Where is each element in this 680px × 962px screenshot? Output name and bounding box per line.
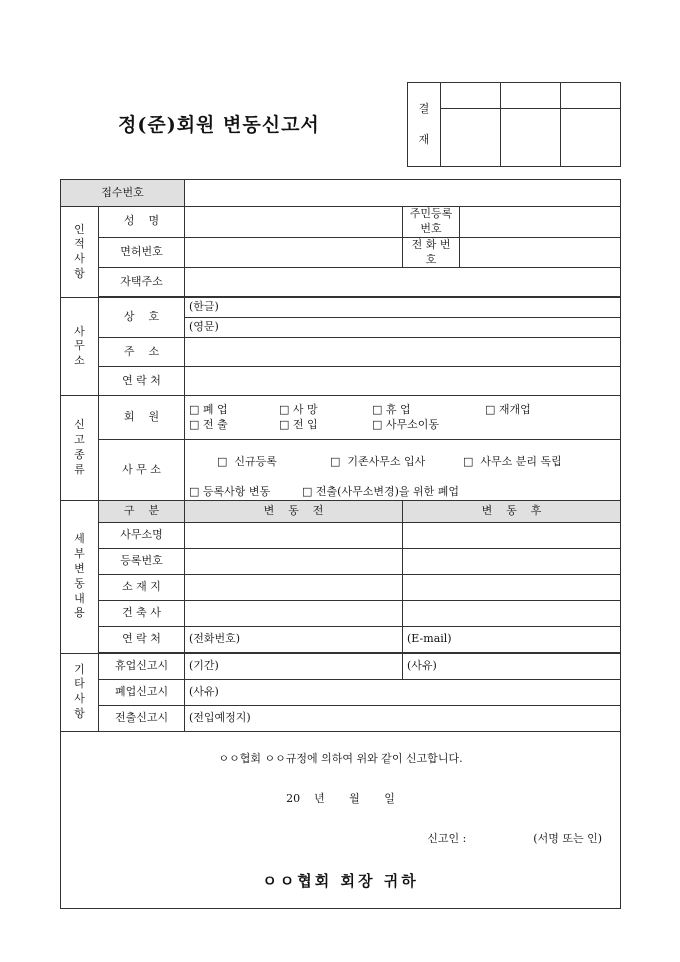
suspension-reason-field[interactable]: (사유) bbox=[403, 653, 621, 679]
closure-reason-field[interactable]: (사유) bbox=[185, 679, 621, 705]
declaration-statement: ㅇㅇ협회 ㅇㅇ규정에 의하여 위와 같이 신고합니다. bbox=[218, 751, 463, 765]
license-label: 면허번호 bbox=[99, 237, 185, 268]
before-change-field[interactable] bbox=[185, 574, 403, 600]
before-change-field[interactable] bbox=[185, 522, 403, 548]
office-group-label bbox=[61, 298, 99, 396]
group-char: 내 bbox=[74, 591, 85, 605]
home-address-label: 자택주소 bbox=[99, 268, 185, 297]
report-type-group-label bbox=[61, 396, 99, 500]
trade-name-korean[interactable]: (한글) bbox=[185, 298, 621, 318]
transfer-out-checkbox[interactable]: □ 전 출 bbox=[189, 417, 228, 431]
approval-sign-cell[interactable] bbox=[441, 109, 501, 167]
before-change-header: 변 동 전 bbox=[185, 500, 403, 522]
other-group-label bbox=[61, 653, 99, 731]
office-type-options bbox=[185, 440, 621, 500]
approval-label-top: 결 bbox=[418, 101, 430, 115]
name-label: 성 명 bbox=[99, 207, 185, 238]
member-type-options bbox=[185, 396, 621, 440]
after-change-header: 변 동 후 bbox=[403, 500, 621, 522]
reception-label: 접수번호 bbox=[61, 180, 185, 207]
office-contact-label: 연 락 처 bbox=[99, 367, 185, 396]
trade-name-label: 상 호 bbox=[99, 298, 185, 338]
reception-field[interactable] bbox=[185, 180, 621, 207]
change-contact-label: 연 락 처 bbox=[99, 626, 185, 652]
transfer-destination-field[interactable]: (전입예정지) bbox=[185, 705, 621, 731]
suspension-checkbox[interactable]: □ 휴 업 bbox=[372, 403, 411, 417]
trade-name-english[interactable]: (영문) bbox=[185, 318, 621, 338]
suspension-period-field[interactable]: (기간) bbox=[185, 653, 403, 679]
group-char: 항 bbox=[74, 707, 85, 721]
group-char: 타 bbox=[74, 677, 85, 691]
group-char: 사 bbox=[74, 324, 85, 338]
change-row-label: 사무소명 bbox=[99, 522, 185, 548]
approval-label bbox=[408, 83, 441, 167]
join-existing-office-checkbox[interactable]: □ 기존사무소 입사 bbox=[330, 455, 426, 469]
signature-field[interactable]: (서명 또는 인) bbox=[533, 831, 603, 845]
closure-checkbox[interactable]: □ 폐 업 bbox=[189, 403, 228, 417]
office-contact-field[interactable] bbox=[185, 367, 621, 396]
group-char: 항 bbox=[74, 267, 85, 281]
change-row-label: 소 재 지 bbox=[99, 574, 185, 600]
approval-header-cell bbox=[501, 83, 561, 109]
approval-header-cell bbox=[441, 83, 501, 109]
group-char: 종 bbox=[74, 448, 85, 462]
before-change-field[interactable] bbox=[185, 600, 403, 626]
change-details-group-label bbox=[61, 500, 99, 653]
office-type-label: 사 무 소 bbox=[99, 440, 185, 500]
group-char: 고 bbox=[74, 433, 85, 447]
name-field[interactable] bbox=[185, 207, 403, 238]
after-change-field[interactable] bbox=[403, 522, 621, 548]
approval-box bbox=[407, 82, 621, 167]
office-address-label: 주 소 bbox=[99, 338, 185, 367]
group-char: 소 bbox=[74, 354, 85, 368]
report-date[interactable]: 20 년 월 일 bbox=[286, 791, 395, 805]
form-title: 정(준)회원 변동신고서 bbox=[118, 114, 320, 136]
contact-phone-field[interactable]: (전화번호) bbox=[185, 626, 403, 652]
home-address-field[interactable] bbox=[185, 268, 621, 297]
office-move-checkbox[interactable]: □ 사무소이동 bbox=[372, 417, 440, 431]
contact-email-field[interactable]: (E-mail) bbox=[403, 626, 621, 652]
reopening-checkbox[interactable]: □ 재개업 bbox=[485, 403, 531, 417]
approval-sign-cell[interactable] bbox=[501, 109, 561, 167]
approval-header-cell bbox=[561, 83, 621, 109]
group-char: 류 bbox=[74, 462, 85, 476]
group-char: 용 bbox=[74, 606, 85, 620]
group-char: 사 bbox=[74, 252, 85, 266]
approval-label-bottom: 재 bbox=[418, 132, 430, 146]
group-char: 인 bbox=[74, 222, 85, 236]
new-registration-checkbox[interactable]: □ 신규등록 bbox=[217, 455, 277, 469]
phone-field[interactable] bbox=[460, 237, 621, 268]
before-change-field[interactable] bbox=[185, 548, 403, 574]
office-split-checkbox[interactable]: □ 사무소 분리 독립 bbox=[463, 455, 562, 469]
registration-change-checkbox[interactable]: □ 등록사항 변동 bbox=[189, 484, 271, 498]
rrn-field[interactable] bbox=[460, 207, 621, 238]
group-char: 동 bbox=[74, 576, 85, 590]
license-field[interactable] bbox=[185, 237, 403, 268]
reporter-label: 신고인 : bbox=[427, 831, 467, 845]
group-char: 기 bbox=[74, 662, 85, 676]
suspension-report-label: 휴업신고시 bbox=[99, 653, 185, 679]
addressee: ㅇㅇ협회 회장 귀하 bbox=[262, 871, 419, 890]
after-change-field[interactable] bbox=[403, 574, 621, 600]
group-char: 부 bbox=[74, 547, 85, 561]
reporter-line bbox=[61, 825, 620, 853]
declaration-block bbox=[61, 731, 621, 908]
change-row-label: 건 축 사 bbox=[99, 600, 185, 626]
personal-group-label bbox=[61, 207, 99, 298]
change-row-label: 등록번호 bbox=[99, 548, 185, 574]
group-char: 무 bbox=[74, 339, 85, 353]
division-header: 구 분 bbox=[99, 500, 185, 522]
transfer-in-checkbox[interactable]: □ 전 입 bbox=[279, 417, 318, 431]
group-char: 신 bbox=[74, 418, 85, 432]
member-type-label: 회 원 bbox=[99, 396, 185, 440]
transfer-report-label: 전출신고시 bbox=[99, 705, 185, 731]
office-address-field[interactable] bbox=[185, 338, 621, 367]
closure-for-transfer-checkbox[interactable]: □ 전출(사무소변경)을 위한 폐업 bbox=[302, 484, 459, 498]
approval-sign-cell[interactable] bbox=[561, 109, 621, 167]
rrn-label: 주민등록번호 bbox=[403, 207, 460, 238]
group-char: 변 bbox=[74, 561, 85, 575]
after-change-field[interactable] bbox=[403, 600, 621, 626]
group-char: 적 bbox=[74, 237, 85, 251]
group-char: 사 bbox=[74, 692, 85, 706]
report-form-table bbox=[60, 179, 621, 909]
after-change-field[interactable] bbox=[403, 548, 621, 574]
phone-label: 전 화 번 호 bbox=[403, 237, 460, 268]
closure-report-label: 폐업신고시 bbox=[99, 679, 185, 705]
death-checkbox[interactable]: □ 사 망 bbox=[279, 403, 318, 417]
group-char: 세 bbox=[74, 532, 85, 546]
